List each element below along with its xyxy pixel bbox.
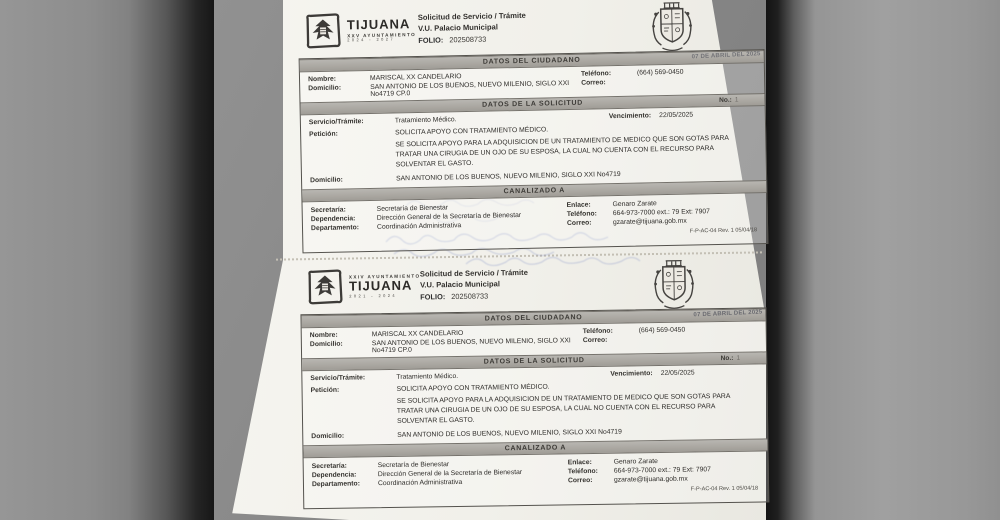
request-number bbox=[721, 355, 741, 362]
nombre-value: MARISCAL XX CANDELARIO bbox=[369, 73, 462, 82]
telefono-value: 664-973-7000 ext.: 79 Ext: 7907 bbox=[613, 465, 711, 475]
section-title: DATOS DEL CIUDADANO bbox=[482, 56, 581, 66]
form-subtitle: V.U. Palacio Municipal bbox=[419, 279, 500, 290]
form-subtitle: V.U. Palacio Municipal bbox=[417, 22, 499, 34]
correo-label: Correo: bbox=[567, 476, 593, 484]
form-table bbox=[300, 307, 769, 508]
routing-left-column bbox=[312, 459, 568, 488]
section-title: DATOS DE LA SOLICITUD bbox=[483, 357, 585, 366]
folio-label: FOLIO: bbox=[418, 35, 444, 45]
folio-line bbox=[420, 292, 528, 301]
form-title-block bbox=[420, 269, 528, 301]
blurred-letterbox-right bbox=[766, 0, 1000, 520]
tijuana-coat-of-arms-icon bbox=[648, 0, 697, 54]
dependencia-value: Dirección General de la Secretaría de Bienestar bbox=[377, 468, 523, 478]
received-date-stamp: 07 DE ABRIL DEL 2025 bbox=[691, 51, 761, 61]
domicilio-label: Domicilio: bbox=[309, 176, 343, 184]
tijuana-eagle-seal-icon bbox=[306, 268, 345, 307]
domicilio-value: SAN ANTONIO DE LOS BUENOS, NUEVO MILENIO, SIGLO XXI No4719 CP.0 bbox=[371, 337, 571, 355]
section-title: CANALIZADO A bbox=[503, 186, 566, 195]
form-header bbox=[300, 257, 767, 314]
vencimiento-line bbox=[609, 111, 693, 120]
enlace-label: Enlace: bbox=[566, 201, 591, 209]
telefono-label: Teléfono: bbox=[566, 209, 597, 218]
peticion-label: Petición: bbox=[310, 386, 340, 395]
telefono-value: (664) 569-0450 bbox=[636, 68, 684, 77]
domicilio-label: Domicilio: bbox=[308, 84, 342, 93]
logo-years-label: 2024 - 2027 bbox=[347, 36, 396, 43]
peticion-label: Petición: bbox=[309, 130, 338, 139]
no-value: 1 bbox=[734, 96, 739, 104]
telefono-label: Teléfono: bbox=[582, 327, 613, 336]
tijuana-coat-of-arms-icon bbox=[650, 257, 699, 312]
nombre-value: MARISCAL XX CANDELARIO bbox=[371, 329, 464, 339]
secretaria-label: Secretaría: bbox=[310, 206, 346, 214]
vencimiento-value: 22/05/2025 bbox=[660, 369, 695, 377]
form-code: F-P-AC-04 Rev. 1 05/04/18 bbox=[690, 485, 759, 493]
logo-administration-label: XXIV AYUNTAMIENTO bbox=[348, 273, 421, 280]
nombre-label: Nombre: bbox=[309, 331, 338, 340]
form-code: F-P-AC-04 Rev. 1 05/04/18 bbox=[689, 226, 758, 235]
service-request-form-copy-1 bbox=[298, 0, 769, 253]
logo-years-label: 2021 - 2024 bbox=[349, 292, 397, 299]
routing-left-column bbox=[311, 202, 567, 232]
vencimiento-label: Vencimiento: bbox=[610, 370, 653, 378]
correo-label: Correo: bbox=[566, 219, 592, 227]
request-number bbox=[719, 97, 739, 104]
dependencia-value: Dirección General de la Secretaría de Bienestar bbox=[376, 211, 522, 222]
logo-text bbox=[347, 17, 416, 43]
no-label: No.: bbox=[718, 96, 732, 104]
domicilio-value: SAN ANTONIO DE LOS BUENOS, NUEVO MILENIO, SIGLO XXI No4719 bbox=[397, 428, 622, 439]
secretaria-value: Secretaría de Bienestar bbox=[376, 203, 449, 213]
received-date-stamp: 07 DE ABRIL DEL 2025 bbox=[693, 309, 763, 319]
request-data-section bbox=[302, 364, 767, 444]
departamento-label: Departamento: bbox=[310, 223, 360, 232]
nombre-label: Nombre: bbox=[307, 75, 337, 84]
tijuana-eagle-seal-icon bbox=[304, 12, 343, 51]
peticion-detail-paragraph: SE SOLICITA APOYO PARA LA ADQUISICION DE UN TRATAMIENTO DE MEDICO QUE SON GOTAS PARA TRATAR UNA CIRUGIA DE UN OJO DE SU ESPOSA, LA CUAL NO CUENTA CON EL RECURSO PARA SOLVENTAR EL GASTO. bbox=[395, 134, 729, 169]
secretaria-label: Secretaría: bbox=[311, 462, 347, 470]
section-title: CANALIZADO A bbox=[504, 443, 567, 452]
routing-section bbox=[304, 451, 769, 508]
servicio-value: Tratamiento Médico. bbox=[396, 372, 459, 381]
departamento-value: Coordinación Administrativa bbox=[376, 221, 462, 231]
logo-text bbox=[349, 273, 421, 299]
domicilio-label: Domicilio: bbox=[309, 340, 343, 349]
folio-value: 202508733 bbox=[449, 34, 487, 45]
servicio-label: Servicio/Trámite: bbox=[308, 118, 364, 127]
telefono-value: (664) 569-0450 bbox=[638, 326, 686, 335]
correo-value: gzarate@tijuana.gob.mx bbox=[613, 475, 688, 484]
routing-section bbox=[302, 193, 767, 252]
vencimiento-label: Vencimiento: bbox=[608, 112, 652, 121]
routing-right-column bbox=[568, 456, 760, 484]
blurred-letterbox-left bbox=[0, 0, 214, 520]
domicilio-label: Domicilio: bbox=[311, 432, 345, 440]
correo-value bbox=[639, 335, 758, 337]
correo-label: Correo: bbox=[582, 336, 608, 345]
logo-administration-label: XXV AYUNTAMIENTO bbox=[347, 31, 417, 38]
tijuana-logo bbox=[306, 267, 421, 307]
enlace-value: Genaro Zarate bbox=[612, 199, 657, 208]
dependencia-label: Dependencia: bbox=[311, 471, 357, 479]
logo-city-name: TIJUANA bbox=[348, 277, 413, 294]
vencimiento-value: 22/05/2025 bbox=[659, 111, 694, 120]
telefono-value: 664-973-7000 ext.: 79 Ext: 7907 bbox=[612, 207, 710, 217]
folio-label: FOLIO: bbox=[420, 291, 446, 302]
correo-value: gzarate@tijuana.gob.mx bbox=[612, 217, 687, 226]
correo-label: Correo: bbox=[581, 79, 606, 87]
document-photo-area bbox=[214, 0, 766, 520]
departamento-value: Coordinación Administrativa bbox=[377, 478, 463, 487]
form-title: Solicitud de Servicio / Trámite bbox=[417, 10, 526, 22]
no-value: 1 bbox=[736, 354, 741, 362]
correo-value bbox=[637, 76, 756, 78]
dependencia-label: Dependencia: bbox=[310, 214, 356, 223]
no-label: No.: bbox=[720, 354, 734, 363]
secretaria-value: Secretaría de Bienestar bbox=[377, 460, 450, 469]
enlace-label: Enlace: bbox=[567, 458, 592, 466]
request-data-section bbox=[301, 106, 766, 189]
vencimiento-line bbox=[610, 369, 694, 377]
telefono-label: Teléfono: bbox=[567, 467, 598, 475]
peticion-value: SOLICITA APOYO CON TRATAMIENTO MÉDICO. bbox=[396, 383, 550, 393]
domicilio-value: SAN ANTONIO DE LOS BUENOS, NUEVO MILENIO, SIGLO XXI No4719 bbox=[395, 170, 621, 182]
logo-city-name: TIJUANA bbox=[346, 15, 411, 33]
enlace-value: Genaro Zarate bbox=[613, 457, 658, 466]
domicilio-value: SAN ANTONIO DE LOS BUENOS, NUEVO MILENIO, SIGLO XXI No4719 CP.0 bbox=[370, 79, 570, 98]
servicio-value: Tratamiento Médico. bbox=[394, 116, 457, 125]
folio-value: 202508733 bbox=[451, 291, 489, 301]
section-title: DATOS DEL CIUDADANO bbox=[484, 314, 583, 323]
tijuana-logo bbox=[304, 10, 417, 50]
departamento-label: Departamento: bbox=[311, 479, 360, 488]
service-request-form-copy-2 bbox=[300, 257, 770, 508]
form-table bbox=[299, 49, 769, 253]
peticion-value: SOLICITA APOYO CON TRATAMIENTO MÉDICO. bbox=[395, 126, 549, 137]
servicio-label: Servicio/Trámite: bbox=[310, 374, 366, 383]
folio-line bbox=[418, 35, 526, 45]
section-title: DATOS DE LA SOLICITUD bbox=[482, 99, 584, 109]
telefono-label: Teléfono: bbox=[580, 70, 612, 78]
form-title: Solicitud de Servicio / Trámite bbox=[419, 267, 528, 279]
form-title-block bbox=[418, 12, 527, 44]
routing-right-column bbox=[567, 198, 759, 227]
peticion-detail-paragraph: SE SOLICITA APOYO PARA LA ADQUISICION DE UN TRATAMIENTO DE MEDICO QUE SON GOTAS PARA TRATAR UNA CIRUGIA DE UN OJO DE SU ESPOSA, LA CUAL NO CUENTA CON EL RECURSO PARA SOLVENTAR EL GASTO. bbox=[396, 392, 731, 425]
